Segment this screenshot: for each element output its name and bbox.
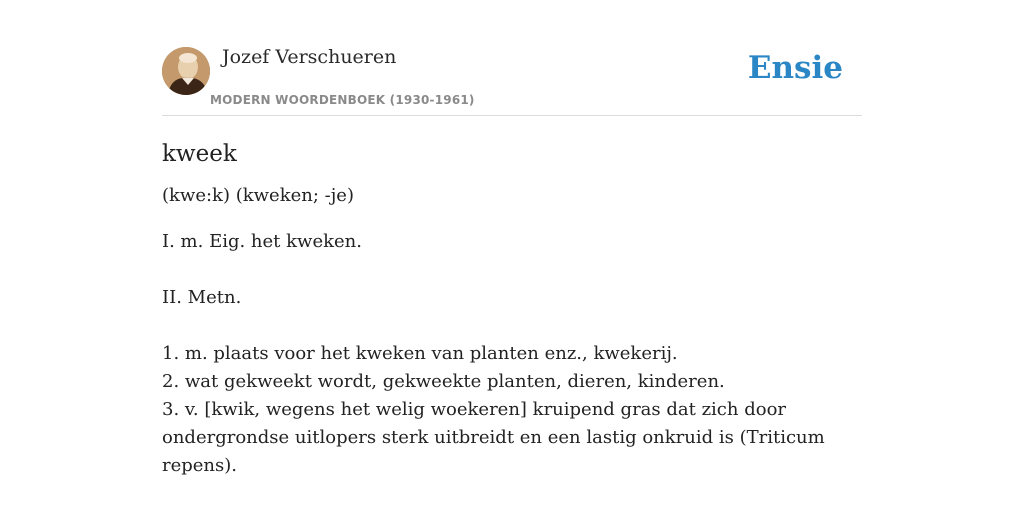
entry-pronunciation: (kwe:k) (kweken; -je) [162, 185, 354, 206]
author-avatar[interactable] [162, 47, 210, 95]
source-title[interactable]: MODERN WOORDENBOEK (1930-1961) [210, 93, 475, 107]
site-logo[interactable]: Ensie [747, 50, 843, 86]
portrait-photo-icon [162, 47, 210, 95]
definition-line: I. m. Eig. het kweken. [162, 231, 362, 252]
definition-line: II. Metn. [162, 287, 242, 308]
definition-line: 3. v. [kwik, wegens het welig woekeren] kruipend gras dat zich door ondergrondse uitlopers sterk uitbreidt en een lastig onkruid is (Triticum repens). [162, 399, 825, 476]
entry-headword: kweek [162, 141, 237, 167]
author-name[interactable]: Jozef Verschueren [222, 46, 397, 68]
header-divider [162, 115, 862, 116]
definition-line: 1. m. plaats voor het kweken van planten enz., kwekerij. [162, 343, 678, 364]
paragraph-gap [162, 256, 867, 284]
definition-line: 2. wat gekweekt wordt, gekweekte planten, dieren, kinderen. [162, 371, 725, 392]
dictionary-entry [162, 138, 867, 480]
entry-definitions [162, 228, 867, 480]
paragraph-gap [162, 312, 867, 340]
